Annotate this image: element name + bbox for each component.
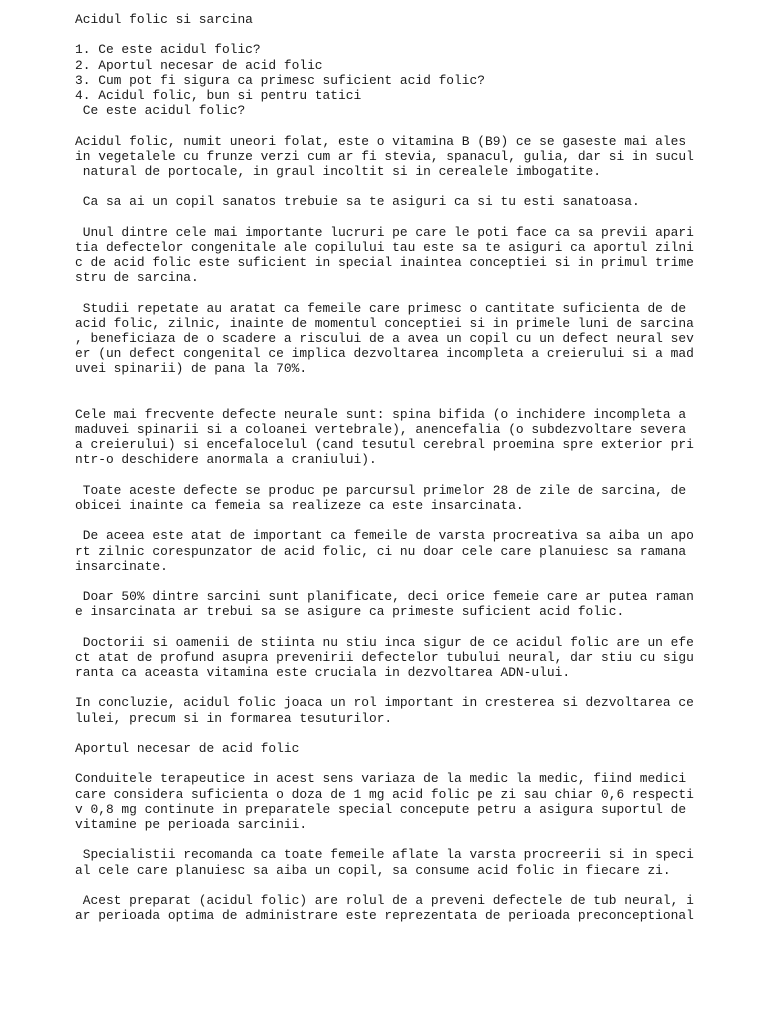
document-page: [75, 12, 755, 938]
text-line: Doctorii si oamenii de stiinta nu stiu inca sigur de ce acidul folic are un efe: [75, 634, 694, 650]
text-line: tia defectelor congenitale ale copilului tau este sa te asiguri ca aportul zilni: [75, 239, 694, 255]
text-line: ranta ca aceasta vitamina este cruciala in dezvoltarea ADN-ului.: [75, 665, 571, 681]
paragraph-doctors: [75, 635, 755, 681]
text-line: 1. Ce este acidul folic?: [75, 42, 261, 58]
text-line: ntr-o deschidere anormala a craniului).: [75, 452, 377, 468]
paragraph-preparation: [75, 893, 755, 923]
paragraph-specialists: [75, 847, 755, 877]
text-line: 4. Acidul folic, bun si pentru tatici: [75, 87, 362, 103]
text-line: Ca sa ai un copil sanatos trebuie sa te asiguri ca si tu esti sanatoasa.: [75, 194, 640, 210]
text-line: In concluzie, acidul folic joaca un rol important in cresterea si dezvoltarea ce: [75, 695, 694, 711]
text-line: Studii repetate au aratat ca femeile care primesc o cantitate suficienta de de: [75, 300, 687, 316]
paragraph-therapeutic: [75, 771, 755, 832]
text-line: al cele care planuiesc sa aiba un copil, sa consume acid folic in fiecare zi.: [75, 862, 671, 878]
toc-list: [75, 42, 755, 118]
paragraph-conclusion: [75, 695, 755, 725]
text-line: De aceea este atat de important ca femeile de varsta procreativa sa aiba un apo: [75, 528, 694, 544]
text-line: acid folic, zilnic, inainte de momentul conceptiei si in primele luni de sarcina: [75, 315, 694, 331]
paragraph-healthy-child: [75, 194, 755, 209]
text-line: lulei, precum si in formarea tesuturilor.: [75, 710, 393, 726]
paragraph-reproductive-age: [75, 528, 755, 574]
paragraph-studies: [75, 301, 755, 377]
text-line: 3. Cum pot fi sigura ca primesc suficient acid folic?: [75, 72, 485, 88]
paragraph-neural-defects: [75, 407, 755, 468]
text-line: in vegetalele cu frunze verzi cum ar fi stevia, spanacul, gulia, dar si in sucul: [75, 148, 694, 164]
text-line: vitamine pe perioada sarcinii.: [75, 816, 308, 832]
text-line: maduvei spinarii si a coloanei vertebrale), anencefalia (o subdezvoltare severa: [75, 422, 687, 438]
text-line: , beneficiaza de o scadere a riscului de a avea un copil cu un defect neural sev: [75, 330, 694, 346]
paragraph-28-days: [75, 483, 755, 513]
doc-title: [75, 12, 755, 27]
paragraph-definition: [75, 134, 755, 180]
text-line: v 0,8 mg continute in preparatele special concepute petru a asigura suportul de: [75, 801, 687, 817]
text-line: uvei spinarii) de pana la 70%.: [75, 361, 308, 377]
text-line: ar perioada optima de administrare este reprezentata de perioada preconceptional: [75, 908, 694, 924]
text-line: Unul dintre cele mai importante lucruri pe care le poti face ca sa previi apari: [75, 224, 694, 240]
paragraph-planned: [75, 589, 755, 619]
text-line: rt zilnic corespunzator de acid folic, ci nu doar cele care planuiesc sa ramana: [75, 543, 687, 559]
text-line: Conduitele terapeutice in acest sens variaza de la medic la medic, fiind medici: [75, 771, 687, 787]
text-line: obicei inainte ca femeia sa realizeze ca este insarcinata.: [75, 498, 524, 514]
paragraph-prevention: [75, 225, 755, 286]
text-line: Aportul necesar de acid folic: [75, 741, 300, 757]
text-line: insarcinate.: [75, 558, 168, 574]
text-line: er (un defect congenital ce implica dezvoltarea incompleta a creierului si a mad: [75, 346, 694, 362]
text-line: 2. Aportul necesar de acid folic: [75, 57, 323, 73]
text-line: care considera suficienta o doza de 1 mg acid folic pe zi sau chiar 0,6 respecti: [75, 786, 694, 802]
text-line: stru de sarcina.: [75, 270, 199, 286]
text-line: Toate aceste defecte se produc pe parcursul primelor 28 de zile de sarcina, de: [75, 482, 687, 498]
text-line: Acidul folic, numit uneori folat, este o vitamina B (B9) ce se gaseste mai ales: [75, 133, 687, 149]
text-line: c de acid folic este suficient in special inaintea conceptiei si in primul trime: [75, 255, 694, 270]
text-line: Doar 50% dintre sarcini sunt planificate, deci orice femeie care ar putea raman: [75, 589, 694, 605]
text-line: Specialistii recomanda ca toate femeile aflate la varsta procreerii si in speci: [75, 847, 694, 863]
text-line: e insarcinata ar trebui sa se asigure ca primeste suficient acid folic.: [75, 604, 625, 620]
text-line: a creierului) si encefalocelul (cand tesutul cerebral proemina spre exterior pri: [75, 437, 694, 453]
text-line: Cele mai frecvente defecte neurale sunt: spina bifida (o inchidere incompleta a: [75, 406, 687, 422]
text-line: Acest preparat (acidul folic) are rolul de a preveni defectele de tub neural, i: [75, 892, 694, 908]
text-line: ct atat de profund asupra prevenirii defectelor tubului neural, dar stiu cu sigu: [75, 649, 694, 665]
section-heading-intake: [75, 741, 755, 756]
text-line: natural de portocale, in graul incoltit si in cerealele imbogatite.: [75, 163, 602, 179]
text-line: Ce este acidul folic?: [75, 103, 246, 119]
text-line: Acidul folic si sarcina: [75, 12, 253, 27]
